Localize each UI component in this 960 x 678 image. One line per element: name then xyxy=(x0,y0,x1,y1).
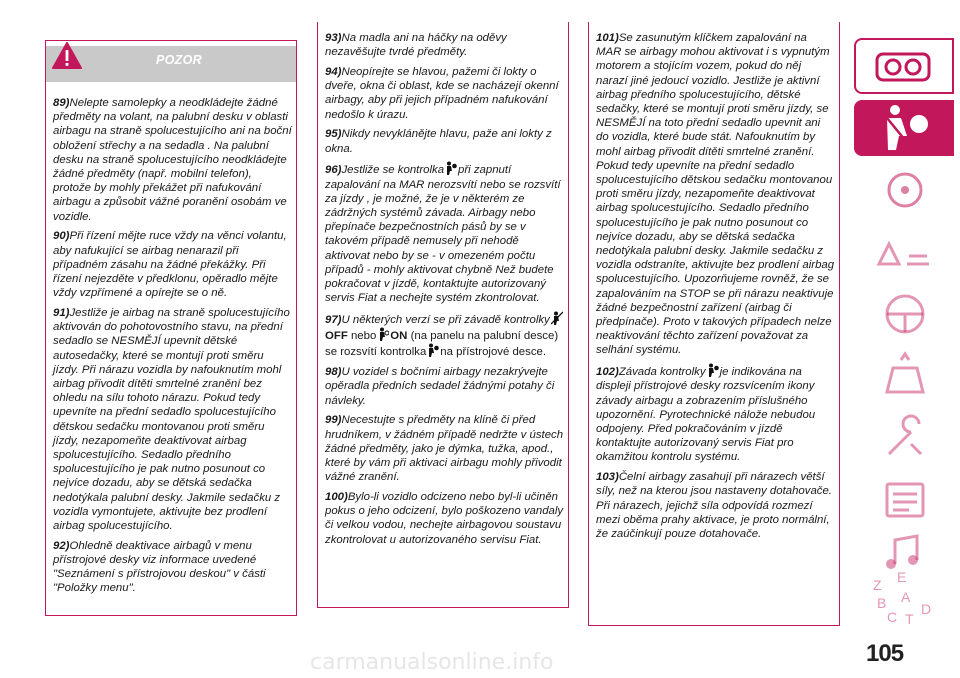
dashboard-icon xyxy=(865,38,945,94)
note-100: 100)Bylo-li vozidlo odcizeno nebo byl-li učiněn pokus o jeho odcizení, bylo poškozeno vandaly či velkou vodou, nechejte airbagovou soustavu zkontrolovat u autorizovaného servisu Fiat. xyxy=(325,491,564,546)
note-102: 102)Závada kontrolky je indikována na displeji přístrojové desky rozsvícením ikony závady airbagu a zobrazením příslušného upozornění. Pyrotechnické nálože nebudou odpojeny. Před pokračováním v jízdě kontaktujte autorizovaný servis Fiat pro okamžitou kontrolu systému. xyxy=(596,363,835,464)
note-98: 98)U vozidel s bočními airbagy nezakrývejte opěradla předních sedadel žádnými potahy či návleky. xyxy=(325,366,555,407)
technical-data-icon xyxy=(865,472,945,528)
svg-text:E: E xyxy=(897,570,907,585)
note-90: 90)Při řízení mějte ruce vždy na věnci volantu, aby nafukující se airbag nenarazil při případném zásahu na žádné překážky. Při řízení nejezděte v předklonu, opěradlo mějte vždy vzpřímené a opírejte se o ně. xyxy=(53,230,287,300)
svg-text:B: B xyxy=(877,595,887,611)
col3-content xyxy=(596,31,835,547)
col2-content xyxy=(325,31,564,552)
warning-triangle-icon xyxy=(52,41,82,71)
warning-column-2 xyxy=(317,22,569,608)
svg-text:C: C xyxy=(887,609,898,625)
pozor-title: POZOR xyxy=(156,53,202,67)
note-101: 101)Se zasunutým klíčkem zapalování na MAR se airbagy mohou aktivovat i s vypnutým motorem a stojícím vozem, pokud do něj narazí jiné jedoucí vozidlo. Jestliže je aktivní airbag předního spolucestujícího, dětské sedačky, které se montují proti směru jízdy, se NESMĚJÍ na toto přední sedadlo upevnit ani do vozidla, které bude stát. Nafouknutím by mohl airbag přivodit dítěti smrtelné zranění. Pokud tedy upevníte na přední sedadlo spolucestujícího dětskou sedačku montovanou proti směru jízdy, nezapomeňte deaktivovat airbag spolucestujícího. Sedadlo předního spolucestujícího je pak nutno posunout co nejvíce dozadu, aby se dětská sedačka nedotýkala palubní desky. Jakmile sedačku z vozidla odstraníte, aktivujte bez prodlení airbag spolucestujícího. Upozorňujeme rovněž, že se zapalováním na STOP se při nárazu neaktivuje žádné bezpečnostní zařízení (airbag či předpínače). Proto v takových případech nelze neaktivování těchto zařízení považovat za selhání systému. xyxy=(596,32,835,357)
svg-text:A: A xyxy=(901,589,911,605)
alphabetical-index-icon xyxy=(865,570,945,626)
note-93: 93)Na madla ani na háčky na oděvy nezavěšujte tvrdé předměty. xyxy=(325,32,507,59)
warning-column-3 xyxy=(588,22,840,626)
note-95: 95)Nikdy nevyklánějte hlavu, paže ani lokty z okna. xyxy=(325,128,552,155)
note-97: 97)U některých verzí se při závadě kontrolkyOFF nebo ON (na panelu na palubní desce) se rozsvítí kontrolka na přístrojové desce. xyxy=(325,311,564,360)
maintenance-icon xyxy=(865,410,945,466)
passenger-airbag-off-icon xyxy=(551,311,563,325)
airbag-seatbelt-icon xyxy=(865,100,945,156)
passenger-airbag-on-icon xyxy=(377,327,389,341)
note-103: 103)Čelní airbagy zasahují při nárazech větší síly, než na kterou jsou nastaveny dotahovače. Při nárazech, jejichž síla odpovídá rozmezí mezi oběma prahy aktivace, je proto normální, že zaúčinkují pouze dotahovače. xyxy=(596,471,832,541)
warning-column-1 xyxy=(45,40,297,616)
note-96: 96)Jestliže se kontrolka při zapnutí zapalování na MAR nerozsvítí nebo se rozsvítí za jízdy , je možné, že je v některém ze zádržných systémů závada. Airbagy nebo přepínače bezpečnostních pásů by se v takovém případě nemusely při nehodě aktivovat nebo by se - v omezeném počtu případů - mohly aktivovat chybně Než budete pokračovat v jízdě, kontaktujte autorizovaný servis Fiat a nechejte systém zkontrolovat. xyxy=(325,161,564,305)
note-89: 89)Nelepte samolepky a neodkládejte žádné předměty na volant, na palubní desku v oblasti airbagu na straně spolucestujícího ani na boční obložení střechy a na sedadla . Na palubní desku na straně spolucestujícího neodkládejte žádné předměty (např. mobilní telefon), protože by mohly překážet při nafukování airbagu a způsobit vážné poranění osobám ve vozidle. xyxy=(53,97,292,223)
svg-text:T: T xyxy=(905,611,914,626)
note-99: 99)Necestujte s předměty na klíně či před hrudníkem, v žádném případě nedržte v ústech žádné předměty, jako je dýmka, tužka, apod., které by vám při aktivaci airbagu mohly přivodit vážné zranění. xyxy=(325,414,564,484)
airbag-warning-light-icon xyxy=(445,161,457,175)
airbag-warning-light-icon xyxy=(427,343,439,357)
col1-content xyxy=(53,96,292,601)
note-91: 91)Jestliže je airbag na straně spolucestujícího aktivován do pohotovostního stavu, na přední sedadlo se NESMĚJÍ upevnit dětské autosedačky, které se montují proti směru jízdy. Při nárazu vozidla by nafouknutím mohl airbag přivodit dítěti smrtelné zranění bez ohledu na sílu tohoto nárazu. Pokud tedy upevníte na přední sedadlo spolucestujícího dětskou sedačku montovanou proti směru jízdy, nezapomeňte deaktivovat airbag spolucestujícího. Sedadlo předního spolucestujícího je pak nutno posunout co nejvíce dozadu, aby se dětská sedačka nedotýkala palubní desky. Jakmile sedačku z vozidla vymontujete, aktivujte bez prodlení airbag spolucestujícího. xyxy=(53,307,290,533)
starting-driving-icon xyxy=(865,162,945,218)
note-92: 92)Ohledně deaktivace airbagů v menu přístrojové desky viz informace uvedené "Seznámení s přístrojovou deskou" v části "Položky menu". xyxy=(53,539,266,595)
emergency-icon xyxy=(865,348,945,404)
steering-wheel-icon xyxy=(865,286,945,342)
svg-text:D: D xyxy=(921,601,932,617)
airbag-warning-light-icon xyxy=(707,363,719,377)
svg-text:Z: Z xyxy=(873,577,882,593)
note-94: 94)Neopírejte se hlavou, pažemi či lokty o dveře, okna či oblast, kde se nacházejí okenní airbagy, aby při jejich případném nafukování nedošlo k úrazu. xyxy=(325,66,559,121)
watermark: carmanualsonline.info xyxy=(310,650,554,675)
warning-lights-icon xyxy=(865,224,945,280)
page-number: 105 xyxy=(866,640,904,667)
